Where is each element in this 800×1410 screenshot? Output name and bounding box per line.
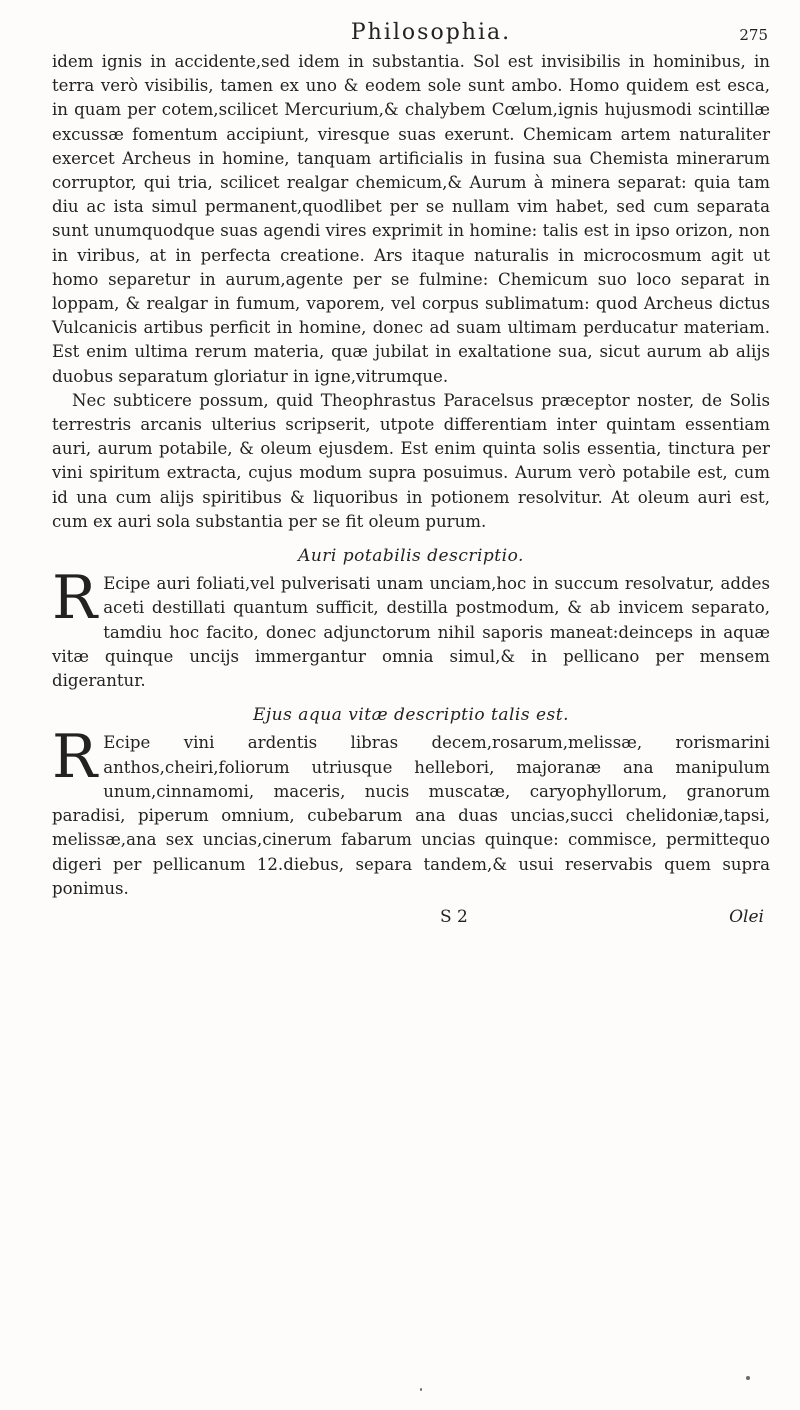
signature-mark: S 2 — [440, 906, 468, 927]
ink-speck — [746, 1376, 750, 1380]
recipe-2-text: Ecipe vini ardentis libras decem,rosarum,melissæ, rorismarini anthos,cheiri,foliorum utriusque hellebori, majoranæ ana manipulum unum,cinnamomi, maceris, nucis muscatæ, caryophyllorum, granorum paradisi, piperum omnium, cubebarum ana duas uncias,succi chelidoniæ,tapsi, melissæ,ana sex uncias,cinerum fabarum uncias quinque: commisce, permittequo digeri per pellicanum 12.diebus, separa tandem,& usui reservabis quem supra ponimus. — [52, 733, 770, 898]
page-number: 275 — [739, 26, 768, 44]
catchword: Olei — [729, 906, 764, 927]
ink-speck — [420, 1388, 422, 1391]
drop-cap-initial: R — [52, 722, 98, 793]
paragraph-1: idem ignis in accidente,sed idem in substantia. Sol est invisibilis in hominibus, in terra verò visibilis, tamen ex uno & eodem sole sunt ambo. Homo quidem est esca, in quam per cotem,scilicet Mercurium,& chalybem Cœlum,ignis hujusmodi scintillæ excussæ fomentum accipiunt, viresque suas exerunt. Chemicam artem naturaliter exercet Archeus in homine, tanquam artificialis in fusina sua Chemista minerarum corruptor, qui tria, scilicet realgar chemicum,& Aurum à minera separat: quia tam diu ac ista simul permanent,quodlibet per se nullam vim habet, sed cum separata sunt unumquodque suas agendi vires exprimit in homine: talis est in ipso orizon, non in viribus, at in perfecta creatione. Ars itaque naturalis in microcosmum agit ut homo separetur in aurum,agente per se fulmine: Chemicum suo loco separat in loppam, & realgar in fumum, vaporem, vel corpus sublimatum: quod Archeus dictus Vulcanicis artibus perficit in homine, donec ad suam ultimam perducatur materiam. Est enim ultima rerum materia, quæ jubilat in exaltatione sua, sicut aurum ab alijs duobus separatum gloriatur in igne,vitrumque. — [52, 52, 770, 386]
page-header — [52, 20, 770, 50]
running-title: Philosophia. — [350, 20, 512, 45]
recipe-2 — [52, 722, 770, 900]
page-footer — [52, 907, 770, 947]
recipe-title-2: Ejus aqua vitæ descriptio talis est. — [252, 705, 570, 726]
recipe-1 — [52, 563, 770, 693]
paragraph-2: Nec subticere possum, quid Theophrastus Paracelsus præceptor noster, de Solis terrestris arcanis ulterius scripserit, utpote differentiam inter quintam essentiam auri, aurum potabile, & oleum ejusdem. Est enim quinta solis essentia, tinctura per vini spiritum extracta, cujus modum supra posuimus. Aurum verò potabile est, cum id una cum alijs spiritibus & liquoribus in potionem resolvitur. At oleum auri est, cum ex auri sola substantia per se fit oleum purum. — [52, 390, 770, 531]
drop-cap-initial: R — [52, 563, 98, 634]
body-text — [52, 50, 770, 901]
recipe-title-1: Auri potabilis descriptio. — [298, 546, 524, 567]
recipe-1-text: Ecipe auri foliati,vel pulverisati unam unciam,hoc in succum resolvatur, addes aceti destillati quantum sufficit, destilla postmodum, & ab invicem separato, tamdiu hoc facito, donec adjunctorum nihil saporis maneat:deinceps in aquæ vitæ quinque uncijs immergantur omnia simul,& in pellicano per mensem digerantur. — [52, 574, 770, 691]
